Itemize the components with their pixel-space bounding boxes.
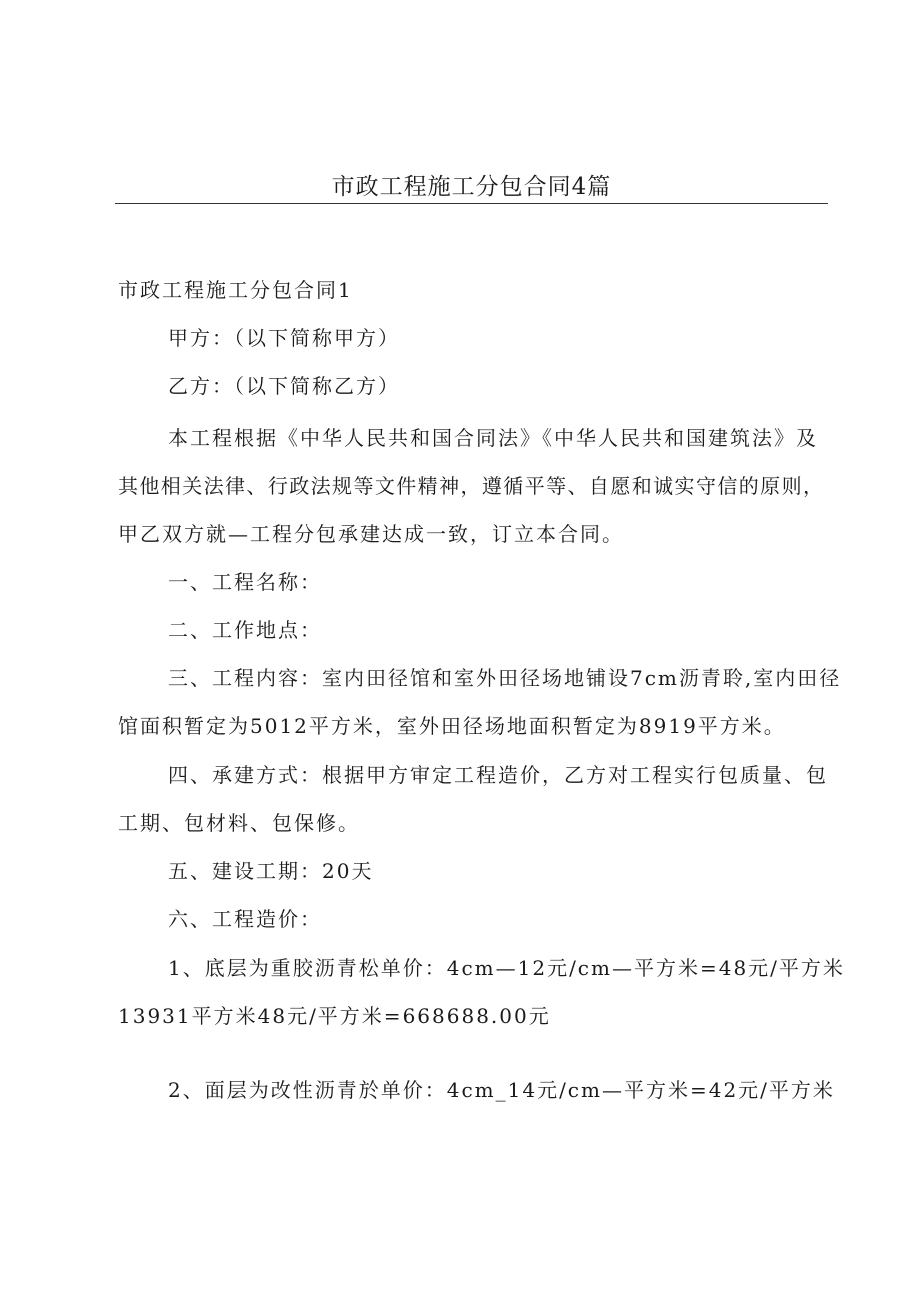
intro-paragraph-line-2: 其他相关法律、行政法规等文件精神，遵循平等、自愿和诚实守信的原则， [118,474,824,498]
clause-contract-mode-line-1: 四、承建方式：根据甲方审定工程造价，乙方对工程实行包质量、包 [168,763,828,787]
intro-paragraph-line-1: 本工程根据《中华人民共和国合同法》《中华人民共和国建筑法》及 [168,426,818,450]
party-a-line: 甲方：（以下简称甲方） [168,326,400,350]
price-item-2-line-1: 2、面层为改性沥青於单价：4cm_14元/cm—平方米=42元/平方米 [168,1078,835,1102]
section-heading: 市政工程施工分包合同1 [118,278,353,302]
clause-project-content-line-2: 馆面积暂定为5012平方米，室外田径场地面积暂定为8919平方米。 [118,714,786,738]
clause-project-content-line-1: 三、工程内容：室内田径馆和室外田径场地铺设7cm沥青聆,室内田径 [168,666,842,690]
price-item-1-line-2: 13931平方米48元/平方米=668688.00元 [118,1004,551,1028]
clause-project-name: 一、工程名称： [168,570,322,594]
clause-project-cost: 六、工程造价： [168,907,322,931]
party-b-line: 乙方：（以下简称乙方） [168,374,400,398]
title-underline [115,203,828,204]
clause-work-location: 二、工作地点： [168,618,322,642]
intro-paragraph-line-3: 甲乙双方就—工程分包承建达成一致，订立本合同。 [118,522,624,546]
clause-contract-mode-line-2: 工期、包材料、包保修。 [118,811,360,835]
document-title: 市政工程施工分包合同4篇 [331,174,612,200]
clause-construction-period: 五、建设工期：20天 [168,859,374,883]
price-item-1-line-1: 1、底层为重胶沥青松单价：4cm—12元/cm—平方米=48元/平方米 [168,956,845,980]
